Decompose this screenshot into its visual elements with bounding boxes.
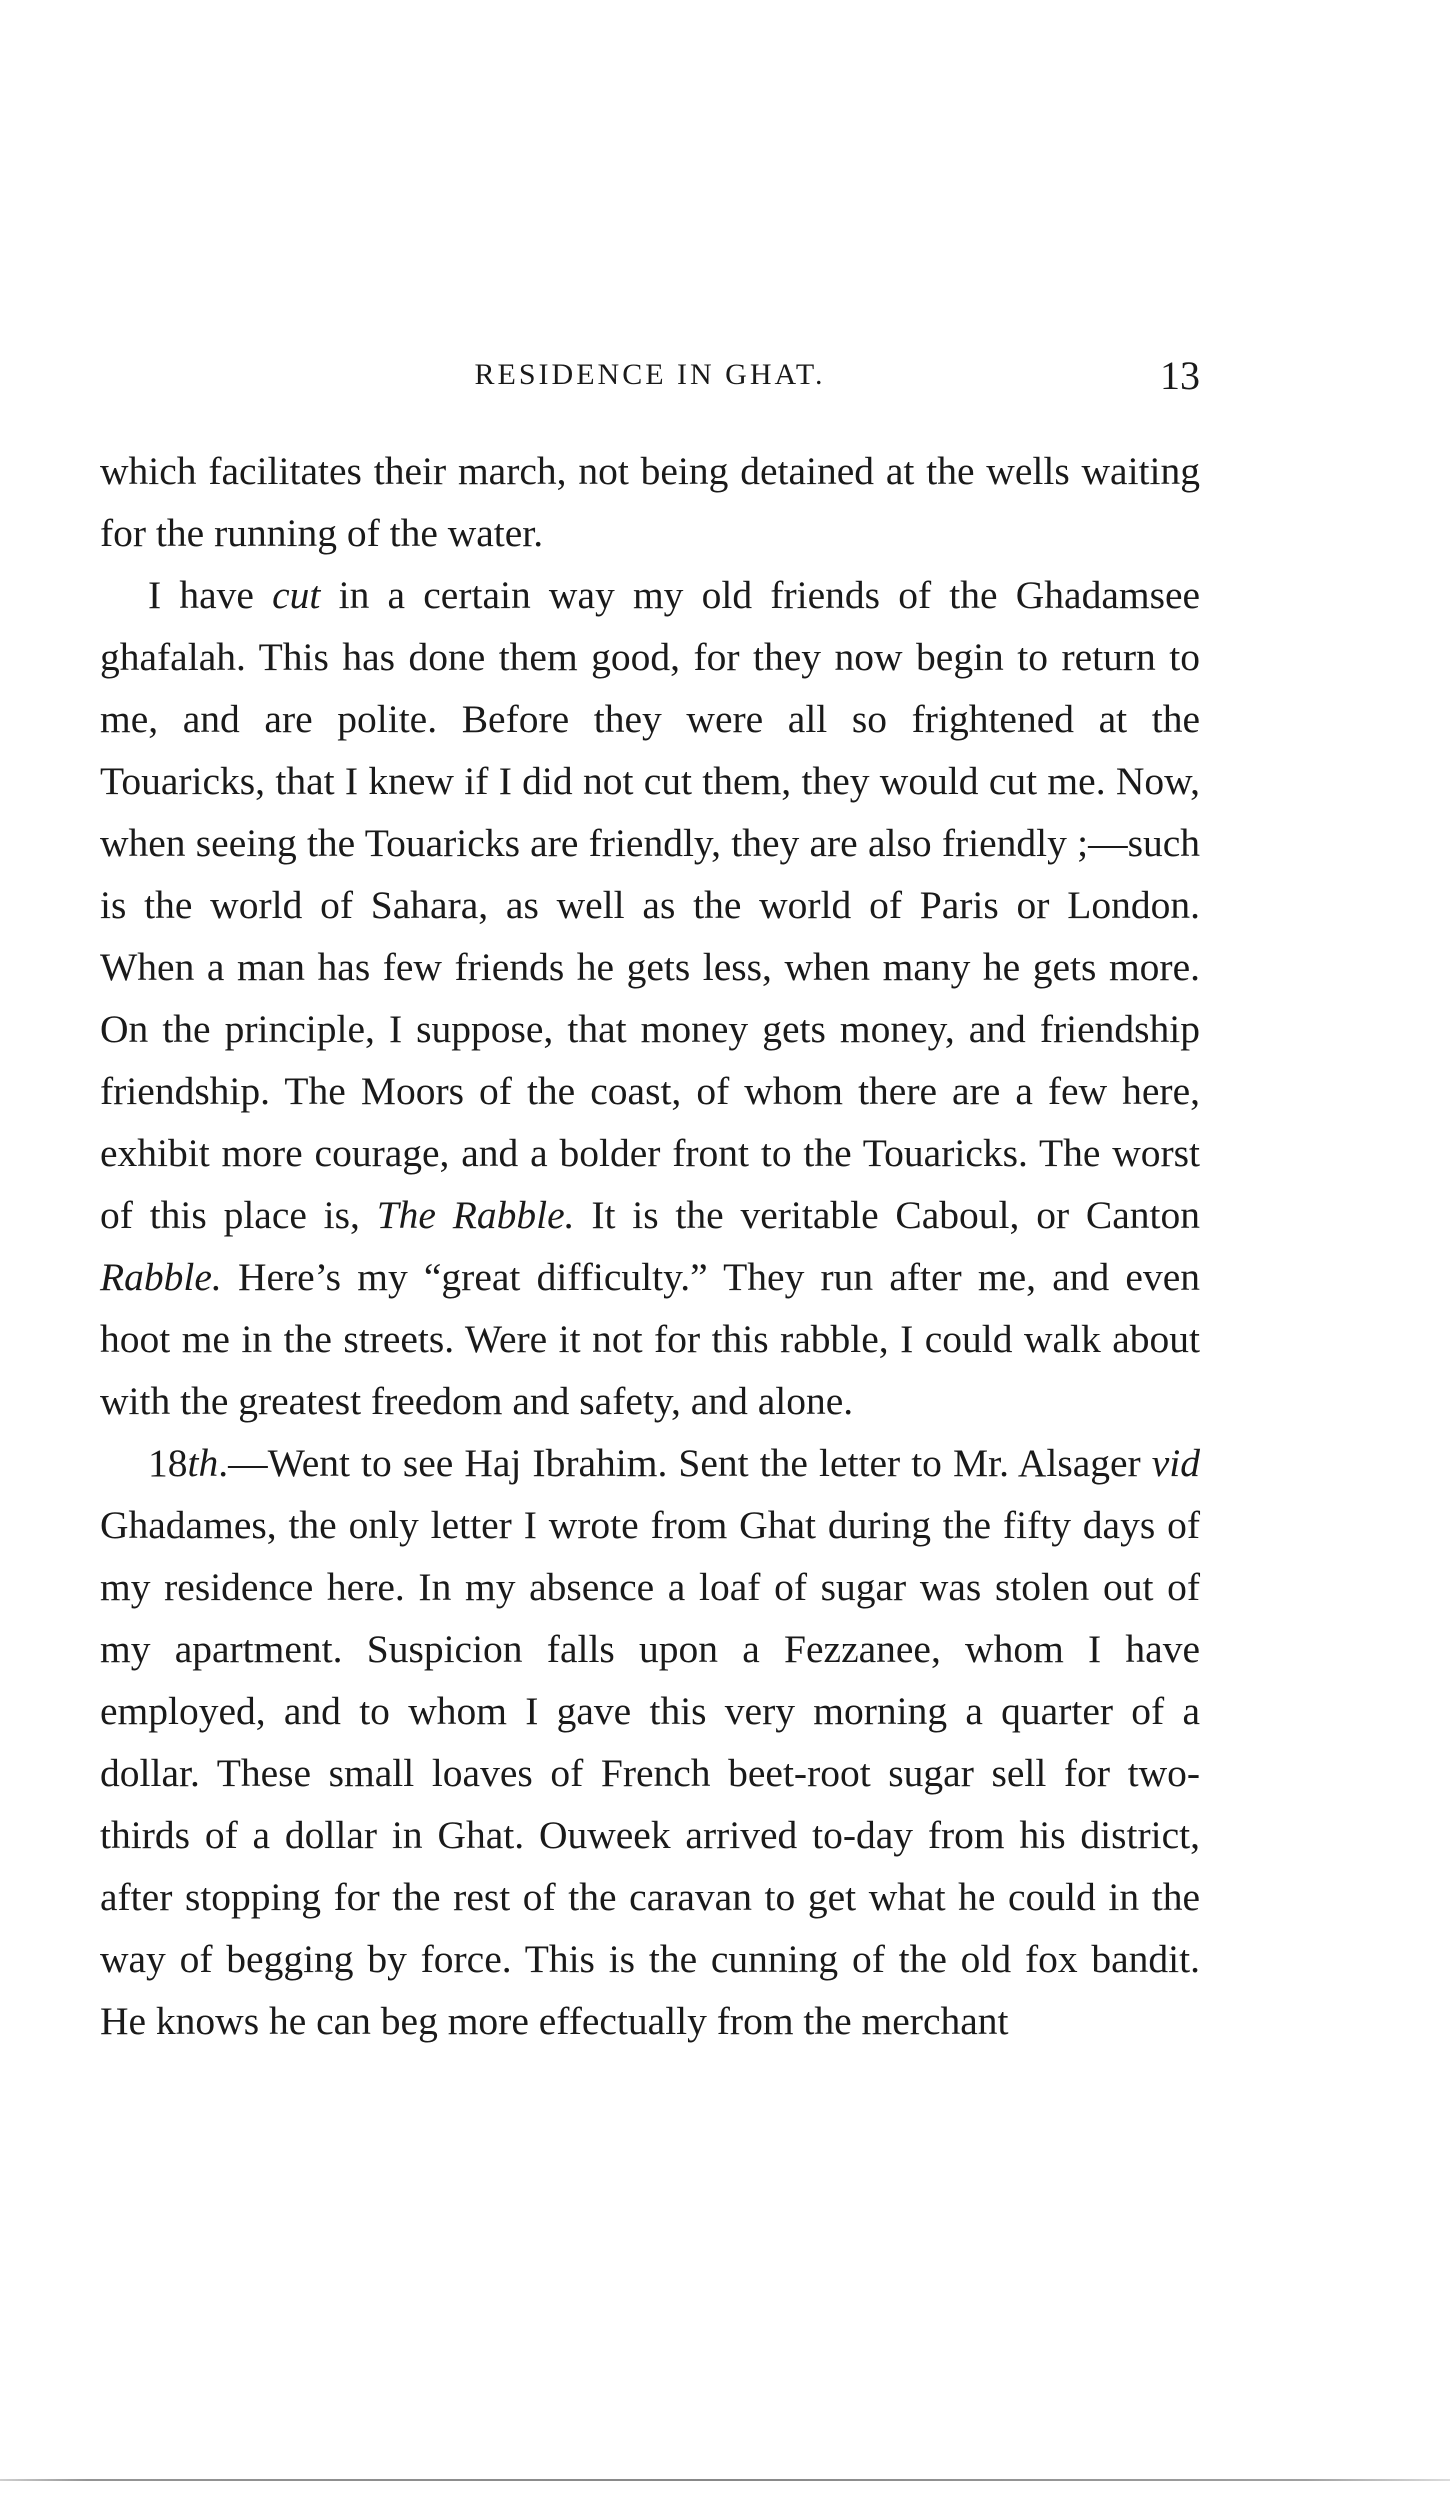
date-suffix: th [187,1441,219,1485]
italic-text: The Rabble. [376,1193,575,1237]
text-segment: Ghadames, the only letter I wrote from Ghat during the fifty days of my residence here. In my absence a loaf of sugar was stolen out of my apartment. Suspicion falls upon a Fezzanee, whom I have employed, and to whom I gave this very morning a quarter of a dollar. These small loaves of French beet-root sugar sell for two-thirds of a dollar in Ghat. Ouweek arrived to-day from his district, after stopping for the rest of the caravan to get what he could in the way of begging by force. This is the cunning of the old fox bandit. He knows he can beg more effectually from the merchant [100,1503,1200,2043]
paragraph-1: which facilitates their march, not being detained at the wells waiting for the running of the water. [100,449,1200,555]
running-title: RESIDENCE IN GHAT. [474,358,826,391]
text-segment: .—Went to see Haj Ibrahim. Sent the letter to Mr. Alsager [218,1441,1152,1485]
paragraph-3 [100,1432,1200,2052]
text-segment: in a certain way my old friends of the Ghadamsee ghafalah. This has done them good, for they now begin to return to me, and are polite. Before they were all so frightened at the Touaricks, that I knew if I did not cut them, they would cut me. Now, when seeing the Touaricks are friendly, they are also friendly ;—such is the world of Sahara, as well as the world of Paris or London. When a man has few friends he gets less, when many he gets more. On the principle, I suppose, that money gets money, and friendship friendship. The Moors of the coast, of whom there are a few here, exhibit more courage, and a bolder front to the Touaricks. The worst of this place is, [100,573,1201,1237]
italic-text: Rabble. [100,1255,222,1299]
page-number: 13 [1160,353,1200,398]
date-number: 18 [148,1441,188,1485]
bottom-scan-edge [0,2479,1450,2481]
running-head [100,352,1200,402]
text-segment: I have [148,573,273,617]
italic-text: cut [272,573,321,617]
body-text [100,440,1200,2052]
paragraph-2 [100,564,1200,1432]
text-segment: It is the veritable Caboul, or Canton [574,1193,1200,1237]
italic-text: vid [1151,1441,1200,1485]
text-segment: Here’s my “great difficulty.” They run after me, and even hoot me in the streets. Were it not for this rabble, I could walk about with the greatest freedom and safety, and alone. [100,1255,1200,1423]
